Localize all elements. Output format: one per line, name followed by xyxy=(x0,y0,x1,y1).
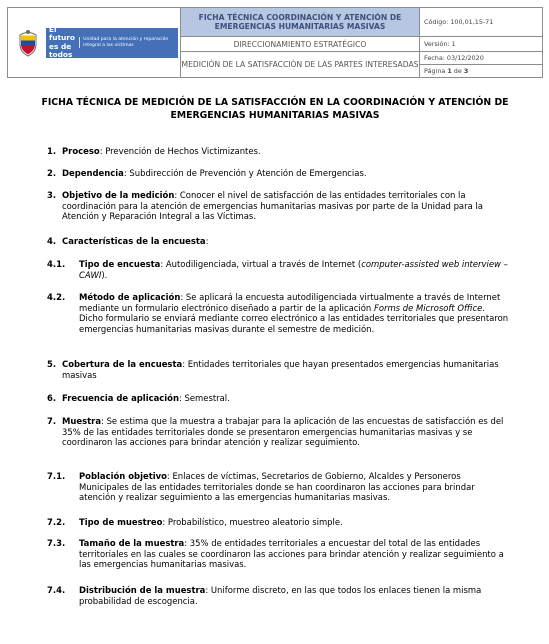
document-page: El futuro es de todos Unidad para la atención y reparación integral a las víctimas FICHA TÉCNICA COORDINACIÓN Y ATENCIÓN DE EMERGENCIAS HUMANITARIAS MASIVAS Código: 100,01,15-71 DIRECCIONAMIENTO ESTRATÉGICO Versión: 1 MEDICIÓN DE LA SATISFACCIÓN DE LAS PARTES INTERESADAS Fecha: 03/12/2020 Página 1 de 3 FICHA TÉCNICA DE MEDICIÓN DE LA SATISFACCIÓN EN LA COORDINACIÓN Y ATENCIÓN DE EMERGENCIAS HUMANITARIAS MASIVAS 1. Proceso: Prevención de Hechos Victimizantes. 2. Dependencia: Subdirección de Prevención y Atención de Emergencias. 3. Objetivo de la medición: Conocer el nivel de satisfacción de las entidades territoriales con la coordinación para la atención de emergencias humanitarias masivas por parte de la Unidad para la Atención y Reparación Integral a las Víctimas. 4. Características de la encuesta: 4.1. Tipo de encuesta: Autodiligenciada, virtual a través de Internet (computer-assisted web interview – CAWI). 4.2. Método de aplicación: Se aplicará la encuesta autodiligenciada virtualmente a través de Internet mediante un formulario electrónico diseñado a partir de la aplicación Forms de Microsoft Office. Dicho formulario se enviará mediante correo electrónico a las entidades territoriales que presentaron emergencias humanitarias masivas durante el semestre de medición. 5. Cobertura de la encuesta: Entidades territoriales que hayan presentados emergencias humanitarias masivas 6. Frecuencia de aplicación: Semestral. 7. Muestra: Se estima que la muestra a trabajar para la aplicación de las encuestas de satisfacción es del 35% de las entidades territoriales donde se presentaron emergencias humanitarias masivas y se coordinaron las acciones para brindar atención y realizar seguimiento. 7.1. Población objetivo: Enlaces de víctimas, Secretarios de Gobierno, Alcaldes y Personeros Municipales de las entidades territoriales donde se han coordinaron las acciones para brindar atención y realizar seguimiento a las emergencias humanitarias masivas. 7.2. Tipo de muestreo: Probabilístico, muestreo aleatorio simple. 7.3. Tamaño de la muestra: 35% de entidades territoriales a encuestar del total de las entidades territoriales en las cuales se coordinaron las acciones para brindar atención y realizar seguimiento a las emergencias humanitarias masivas. 7.4. Distribución de la muestra: Uniforme discreto, en las que todos los enlaces tienen la misma probabilidad de escogencia. xyxy=(0,0,549,644)
document-header xyxy=(7,7,543,78)
page-total: 3 xyxy=(463,67,469,75)
document-title: FICHA TÉCNICA DE MEDICIÓN DE LA SATISFACCIÓN EN LA COORDINACIÓN Y ATENCIÓN DE EMERGENCIAS HUMANITARIAS MASIVAS xyxy=(41,97,509,121)
brand-entity-name: Unidad para la atención y reparación integral a las víctimas xyxy=(79,37,175,48)
document-code: Código: 100,01,15-71 xyxy=(420,8,543,37)
entity-logo xyxy=(8,10,180,76)
logo-cell xyxy=(8,8,181,78)
government-brand xyxy=(46,24,178,59)
document-version: Versión: 1 xyxy=(420,37,543,52)
page-number: Página 1 de 3 xyxy=(420,65,543,78)
document-date: Fecha: 03/12/2020 xyxy=(420,52,543,65)
colombia-crest-icon xyxy=(16,29,40,57)
header-title: FICHA TÉCNICA COORDINACIÓN Y ATENCIÓN DE EMERGENCIAS HUMANITARIAS MASIVAS xyxy=(181,8,420,37)
header-direction: DIRECCIONAMIENTO ESTRATÉGICO xyxy=(181,37,420,52)
page-current: 1 xyxy=(447,67,452,75)
header-subtitle: MEDICIÓN DE LA SATISFACCIÓN DE LAS PARTES INTERESADAS xyxy=(181,52,420,78)
brand-slogan: El futuro es de todos xyxy=(49,24,75,59)
